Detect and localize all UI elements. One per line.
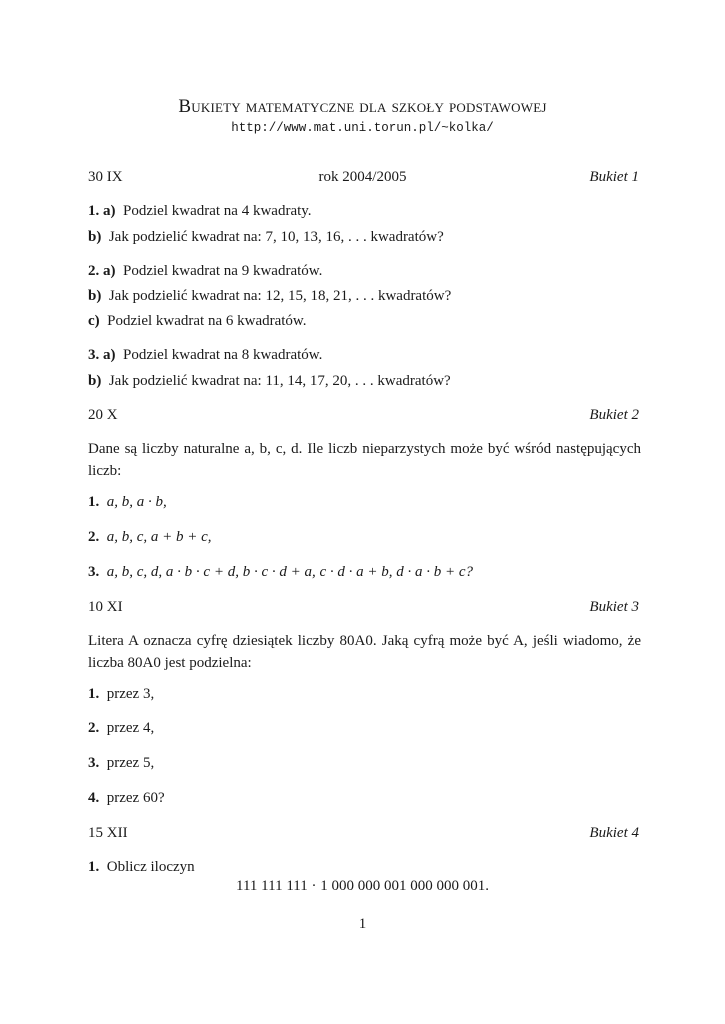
bukiet2-date: 20 X bbox=[88, 407, 118, 423]
bukiet4-date: 15 XII bbox=[88, 825, 128, 841]
problem-3b: b) Jak podzielić kwadrat na: 11, 14, 17, 20, . . . kwadratów? bbox=[88, 373, 451, 389]
bukiet3-name: Bukiet 3 bbox=[589, 599, 639, 615]
bukiet4-name: Bukiet 4 bbox=[589, 825, 639, 841]
problem-2a: 2. a) Podziel kwadrat na 9 kwadratów. bbox=[88, 263, 323, 279]
bukiet1-date: 30 IX bbox=[88, 169, 123, 185]
bukiet2-item-1: 1. a, b, a · b, bbox=[88, 494, 167, 510]
url-link[interactable]: http://www.mat.uni.torun.pl/~kolka/ bbox=[231, 121, 494, 135]
bukiet3-item-2: 2. przez 4, bbox=[88, 720, 155, 736]
bukiet4-item-1: 1. Oblicz iloczyn bbox=[88, 859, 195, 875]
bukiet3-item-1: 1. przez 3, bbox=[88, 686, 155, 702]
bukiet3-item-4: 4. przez 60? bbox=[88, 790, 165, 806]
bukiet3-date: 10 XI bbox=[88, 599, 123, 615]
problem-1a: 1. a) Podziel kwadrat na 4 kwadraty. bbox=[88, 203, 312, 219]
page-title: Bukiety matematyczne dla szkoły podstawowej bbox=[178, 96, 547, 117]
bukiet1-name: Bukiet 1 bbox=[589, 169, 639, 185]
bukiet2-item-3: 3. a, b, c, d, a · b · c + d, b · c · d + a, c · d · a + b, d · a · b + c? bbox=[88, 564, 474, 580]
bukiet3-intro: Litera A oznacza cyfrę dziesiątek liczby 80A0. Jaką cyfrą może być A, jeśli wiadomo, że liczba 80A0 jest podzielna: bbox=[88, 633, 641, 671]
problem-2b: b) Jak podzielić kwadrat na: 12, 15, 18, 21, . . . kwadratów? bbox=[88, 288, 452, 304]
school-year: rok 2004/2005 bbox=[318, 169, 407, 185]
bukiet2-name: Bukiet 2 bbox=[589, 407, 639, 423]
problem-2c: c) Podziel kwadrat na 6 kwadratów. bbox=[88, 313, 307, 329]
bukiet3-item-3: 3. przez 5, bbox=[88, 755, 155, 771]
problem-1b: b) Jak podzielić kwadrat na: 7, 10, 13, 16, . . . kwadratów? bbox=[88, 229, 444, 245]
page-number: 1 bbox=[358, 916, 367, 932]
problem-3a: 3. a) Podziel kwadrat na 8 kwadratów. bbox=[88, 347, 323, 363]
bukiet2-item-2: 2. a, b, c, a + b + c, bbox=[88, 529, 212, 545]
bukiet4-formula: 111 111 111 · 1 000 000 001 000 000 001. bbox=[236, 878, 489, 894]
bukiet2-intro: Dane są liczby naturalne a, b, c, d. Ile liczb nieparzystych może być wśród następujących liczb: bbox=[88, 441, 641, 479]
